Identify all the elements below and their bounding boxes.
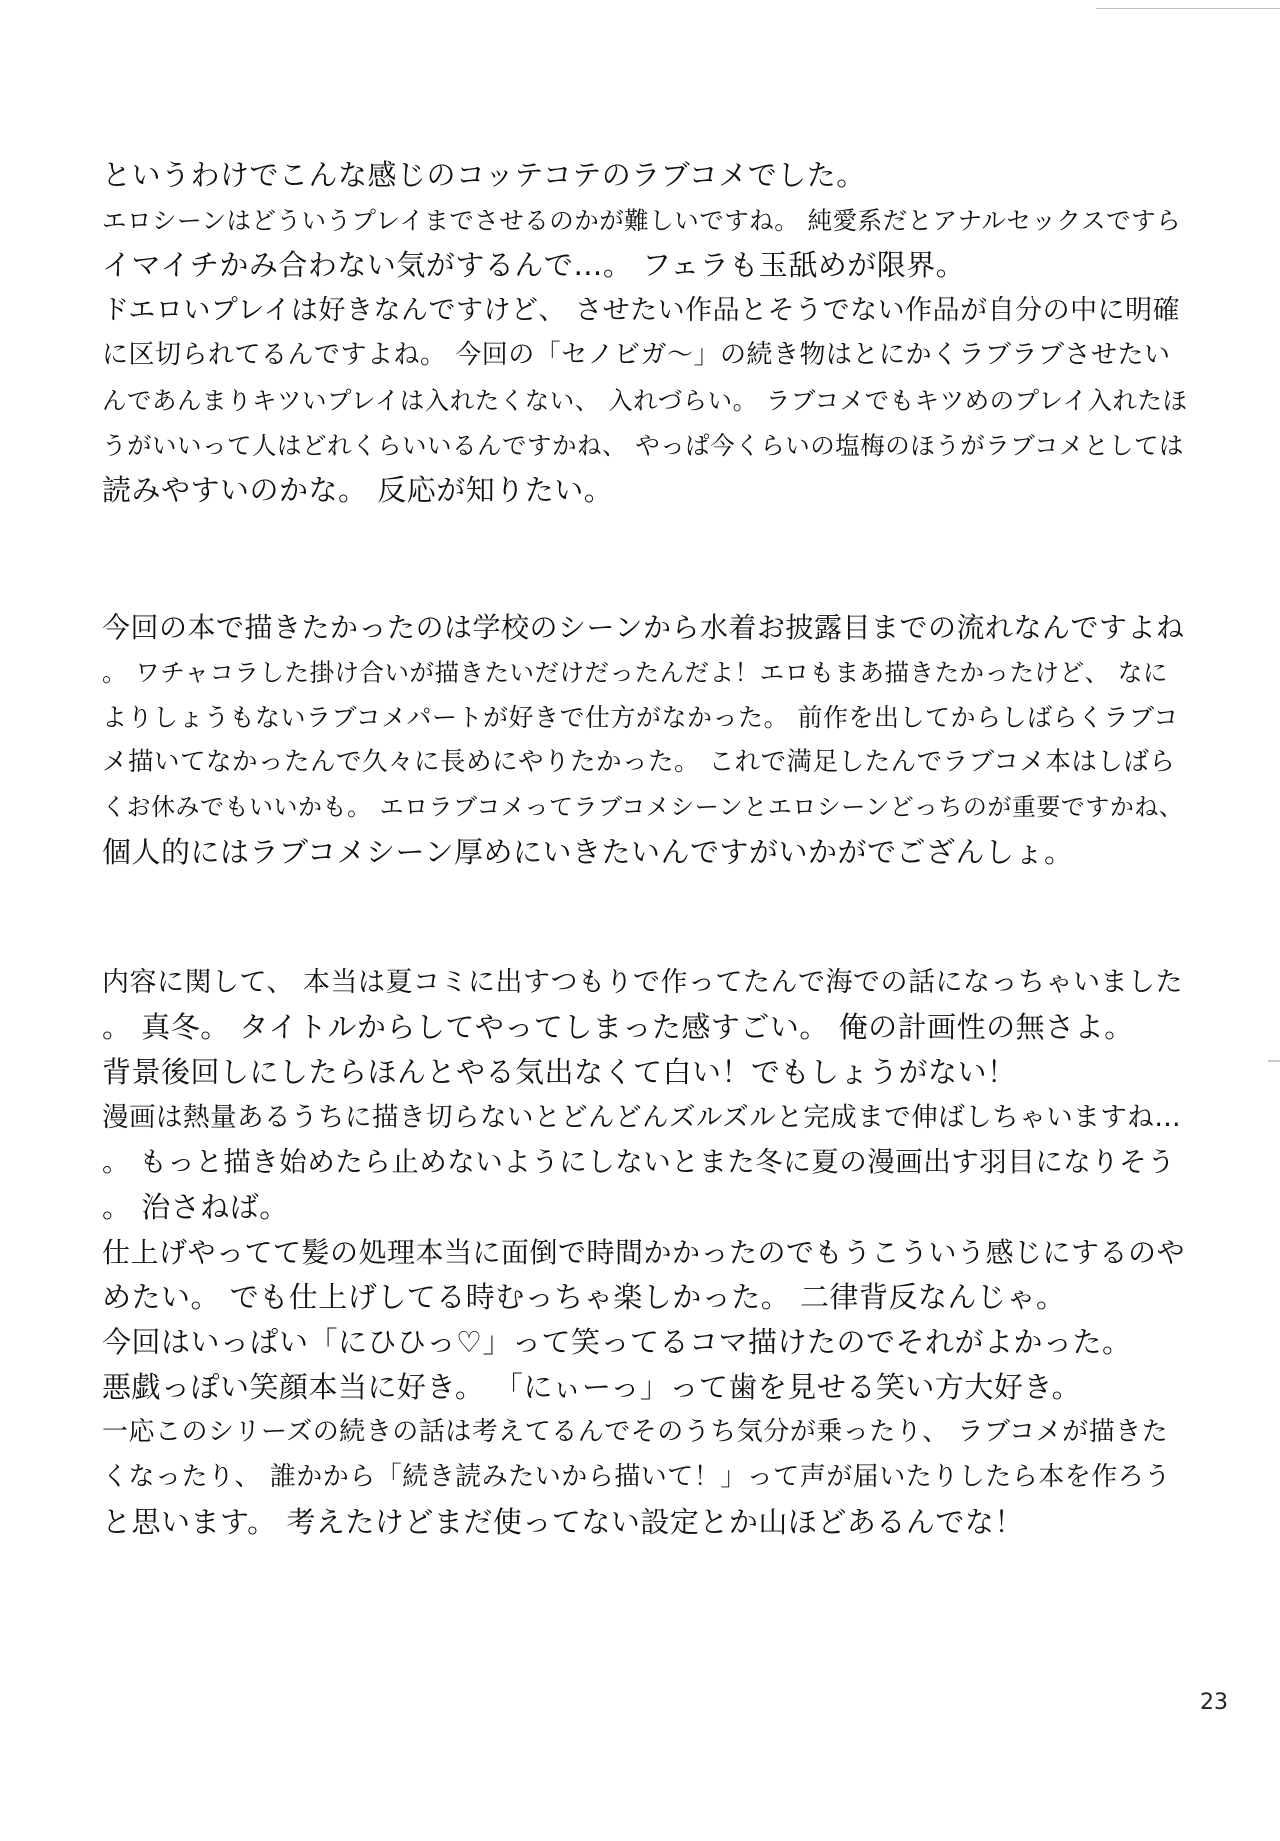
text-line: めたい。 でも仕上げしてる時むっちゃ楽しかった。 二律背反なんじゃ。 bbox=[102, 1280, 1066, 1314]
text-line: くなったり、 誰かから「続き読みたいから描いて！」って声が届いたりしたら本を作ろう bbox=[102, 1462, 1171, 1492]
text-line: エロシーンはどういうプレイまでさせるのかが難しいですね。 純愛系だとアナルセックスですら bbox=[102, 206, 1182, 235]
text-line: に区切られてるんですよね。 今回の「セノビガ～」の続き物はとにかくラブラブさせたい bbox=[102, 340, 1171, 370]
text-line: 。 ワチャコラした掛け合いが描きたいだけだったんだよ！エロもまあ描きたかったけど、 なに bbox=[102, 658, 1168, 687]
edge-mark bbox=[1268, 1060, 1280, 1062]
text-line: んであんまりキツいプレイは入れたくない、 入れづらい。 ラブコメでもキツめのプレイ入れたほ bbox=[102, 386, 1188, 415]
text-line: ドエロいプレイは好きなんですけど、 させたい作品とそうでない作品が自分の中に明確 bbox=[102, 295, 1181, 326]
text-line: 仕上げやってて髪の処理本当に面倒で時間かかったのでもうこういう感じにするのや bbox=[102, 1236, 1186, 1269]
text-line: 読みやすいのかな。 反応が知りたい。 bbox=[102, 473, 614, 507]
text-line: 内容に関して、 本当は夏コミに出すつもりで作ってたんで海での話になっちゃいました bbox=[102, 967, 1184, 998]
text-line: というわけでこんな感じのコッテコテのラブコメでした。 bbox=[102, 158, 866, 192]
text-line: 。 もっと描き始めたら止めないようにしないとまた冬に夏の漫画出す羽目になりそう bbox=[102, 1146, 1176, 1178]
text-line: くお休みでもいいかも。 エロラブコメってラブコメシーンとエロシーンどっちのが重要ですかね、 bbox=[102, 793, 1184, 821]
text-line: うがいいって人はどれくらいいるんですかね、 やっぱ今くらいの塩梅のほうがラブコメとしては bbox=[102, 431, 1185, 460]
page-number: 23 bbox=[1200, 1690, 1228, 1715]
text-line: 今回はいっぱい「にひひっ♡」って笑ってるコマ描けたのでそれがよかった。 bbox=[102, 1325, 1132, 1359]
text-line: 一応このシリーズの続きの話は考えてるんでそのうち気分が乗ったり、 ラブコメが描きた bbox=[102, 1417, 1169, 1447]
paragraph-2 bbox=[102, 605, 1185, 875]
paragraph-3 bbox=[102, 960, 1186, 1545]
text-line: イマイチかみ合わない気がするんで…。 フェラも玉舐めが限界。 bbox=[102, 248, 966, 282]
paragraph-1 bbox=[102, 153, 1188, 513]
text-line: 背景後回しにしたらほんとやる気出なくて白い！でもしょうがない！ bbox=[102, 1055, 1017, 1089]
text-line: 今回の本で描きたかったのは学校のシーンから水着お披露目までの流れなんですよね bbox=[102, 611, 1185, 644]
text-line: と思います。 考えたけどまだ使ってない設定とか山ほどあるんでな！ bbox=[102, 1505, 1024, 1539]
text-line: 漫画は熱量あるうちに描き切らないとどんどんズルズルと完成まで伸ばしちゃいますね… bbox=[102, 1102, 1182, 1133]
text-line: 個人的にはラブコメシーン厚めにいきたいんですがいかがでござんしょ。 bbox=[102, 835, 1074, 869]
text-line: メ描いてなかったんで久々に長めにやりたかった。 これで満足したんでラブコメ本はしばら bbox=[102, 747, 1176, 777]
text-line: 。 治さねば。 bbox=[102, 1190, 289, 1224]
text-line: 。 真冬。 タイトルからしてやってしまった感すごい。 俺の計画性の無さよ。 bbox=[102, 1010, 1134, 1044]
text-line: よりしょうもないラブコメパートが好きで仕方がなかった。 前作を出してからしばらくラブコ bbox=[102, 703, 1179, 732]
top-edge-rule bbox=[1096, 8, 1280, 9]
text-line: 悪戯っぽい笑顔本当に好き。 「にぃーっ」って歯を見せる笑い方大好き。 bbox=[102, 1370, 1082, 1404]
